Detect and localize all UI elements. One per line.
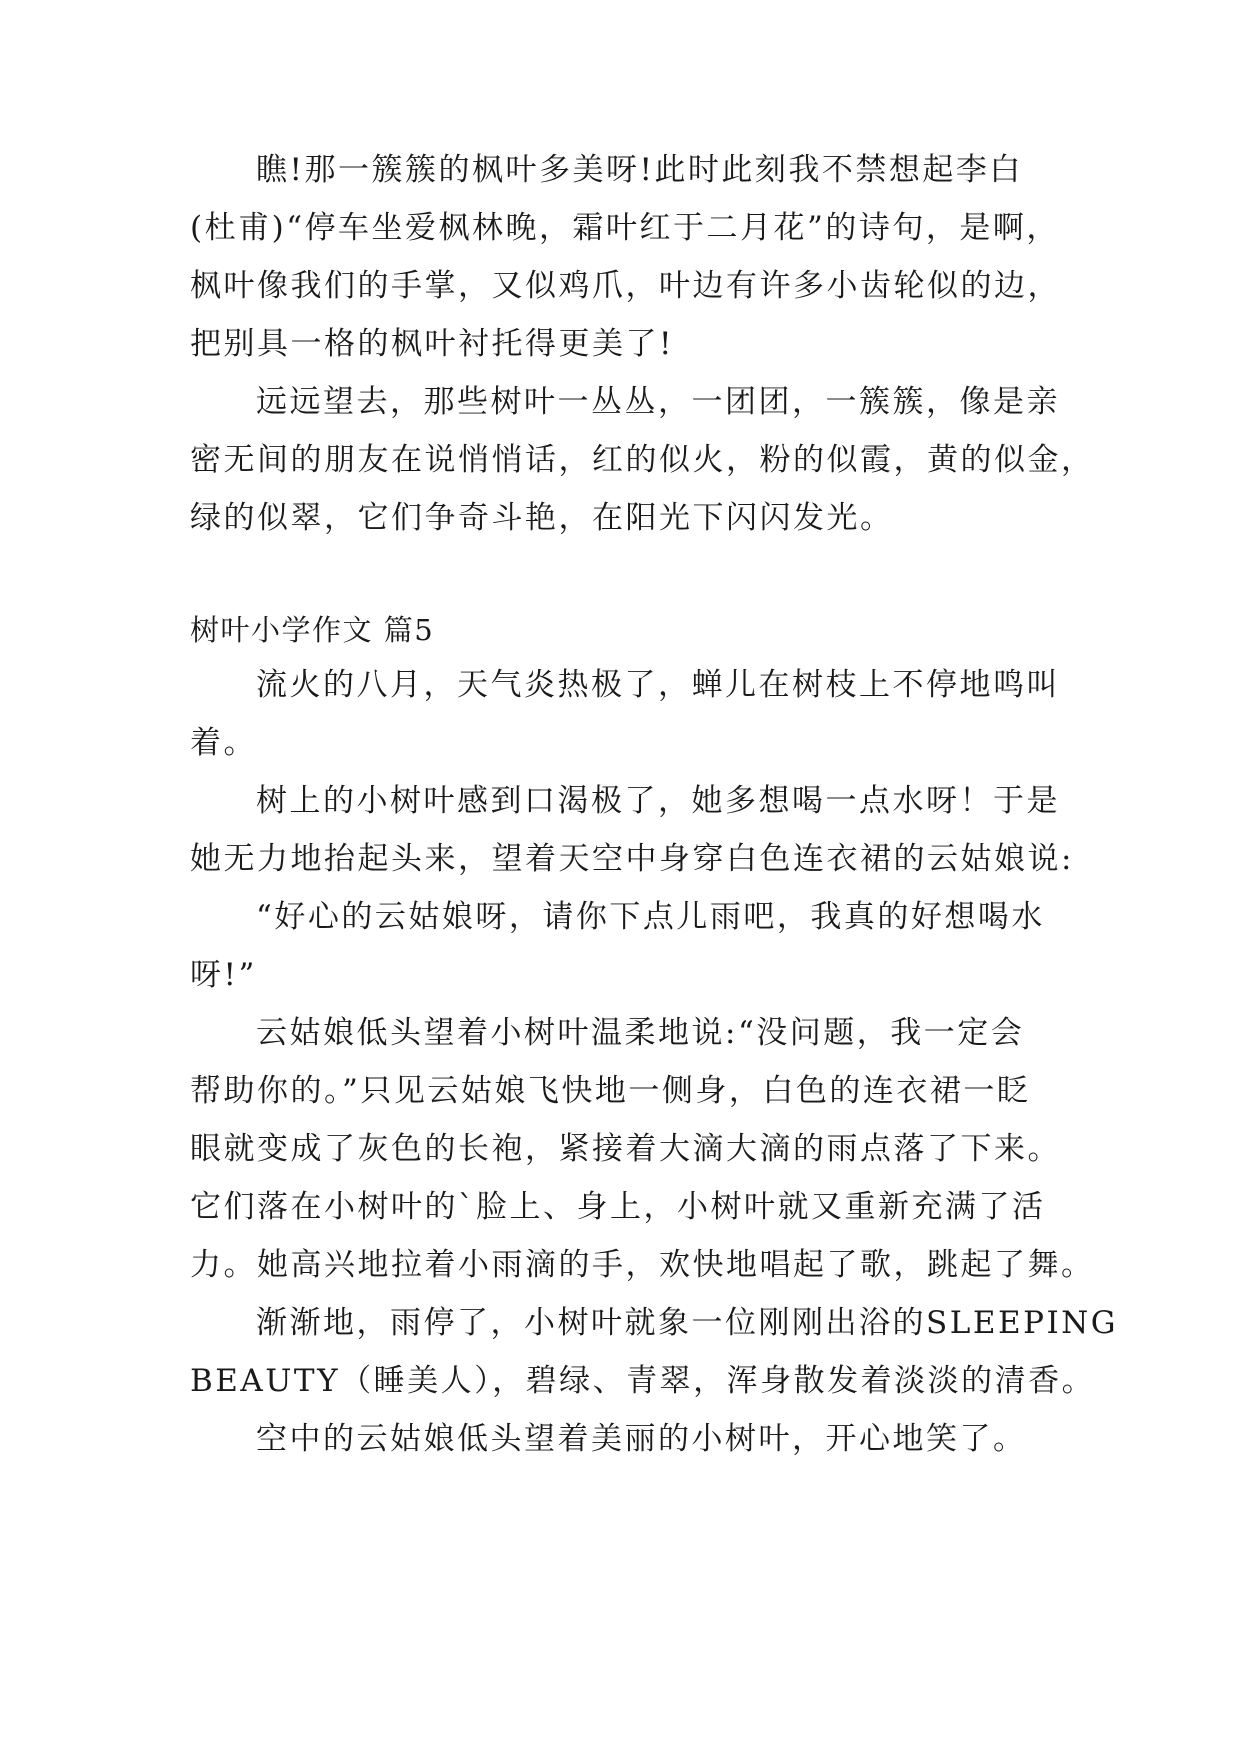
paragraph-6-line-3: 眼就变成了灰色的长袍，紧接着大滴大滴的雨点落了下来。 [190,1131,1061,1167]
paragraph-7-line-1: 渐渐地，雨停了，小树叶就象一位刚刚出浴的SLEEPING [256,1305,1119,1341]
paragraph-7-line-2: BEAUTY（睡美人），碧绿、青翠，浑身散发着淡淡的清香。 [190,1363,1096,1399]
paragraph-4-line-1: 树上的小树叶感到口渴极了，她多想喝一点水呀！于是 [256,783,1060,819]
paragraph-8-line-1: 空中的云姑娘低头望着美丽的小树叶，开心地笑了。 [256,1421,1027,1457]
paragraph-2-line-3: 绿的似翠，它们争奇斗艳，在阳光下闪闪发光。 [190,500,894,536]
paragraph-1-line-1: 瞧!那一簇簇的枫叶多美呀!此时此刻我不禁想起李白 [256,152,1023,188]
paragraph-6-line-2: 帮助你的。”只见云姑娘飞快地一侧身，白色的连衣裙一眨 [190,1073,1031,1109]
paragraph-5-line-2: 呀!” [190,957,257,993]
paragraph-3-line-2: 着。 [190,725,257,761]
paragraph-1-line-2: (杜甫)“停车坐爱枫林晚，霜叶红于二月花”的诗句，是啊， [190,210,1060,246]
paragraph-6-line-4: 它们落在小树叶的`脸上、身上，小树叶就又重新充满了活 [190,1189,1046,1225]
paragraph-1-line-3: 枫叶像我们的手掌，又似鸡爪，叶边有许多小齿轮似的边， [190,268,1061,304]
paragraph-3-line-1: 流火的八月，天气炎热极了，蝉儿在树枝上不停地鸣叫 [256,667,1060,703]
paragraph-6-line-1: 云姑娘低头望着小树叶温柔地说:“没问题，我一定会 [256,1015,1025,1051]
paragraph-4-line-2: 她无力地抬起头来，望着天空中身穿白色连衣裙的云姑娘说: [190,841,1074,877]
paragraph-5-line-1: “好心的云姑娘呀，请你下点儿雨吧，我真的好想喝水 [256,899,1045,935]
paragraph-2-line-2: 密无间的朋友在说悄悄话，红的似火，粉的似霞，黄的似金， [190,442,1095,478]
paragraph-2-line-1: 远远望去，那些树叶一丛丛，一团团，一簇簇，像是亲 [256,384,1060,420]
paragraph-1-line-4: 把别具一格的枫叶衬托得更美了! [190,326,674,362]
paragraph-6-line-5: 力。她高兴地拉着小雨滴的手，欢快地唱起了歌，跳起了舞。 [190,1247,1095,1283]
section-title: 树叶小学作文 篇5 [190,613,435,647]
